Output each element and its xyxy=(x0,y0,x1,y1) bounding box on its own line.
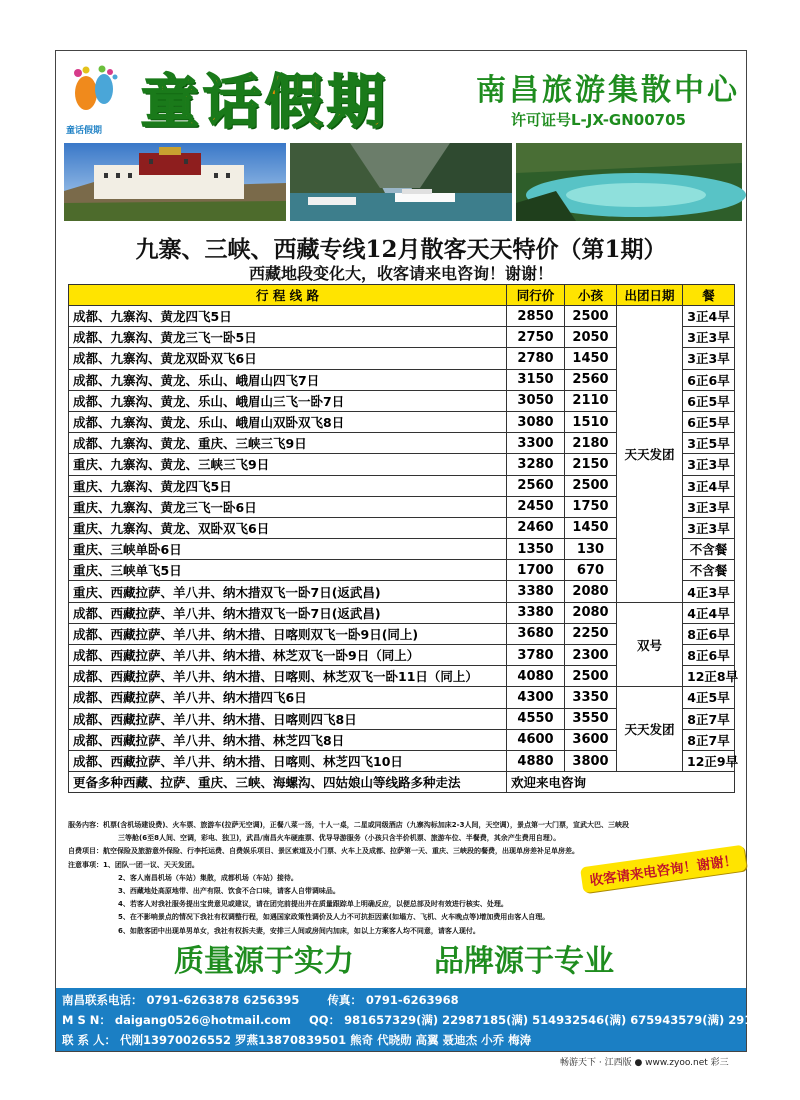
price-cell: 3050 xyxy=(507,390,565,411)
brand-title: 童话假期 xyxy=(141,68,390,136)
tourism-center-name: 南昌旅游集散中心 xyxy=(476,73,740,108)
column-header-child: 小孩 xyxy=(565,285,617,306)
meal-cell: 4正5早 xyxy=(683,687,735,708)
slogan-quality: 质量源于实力 xyxy=(174,944,354,979)
price-cell: 2460 xyxy=(507,517,565,538)
notice-item: 2、客人南昌机场（车站）集散，成都机场（车站）接待。 xyxy=(118,873,298,882)
meal-cell: 3正3早 xyxy=(683,496,735,517)
route-cell: 成都、西藏拉萨、羊八井、纳木措双飞一卧7日(返武昌) xyxy=(69,602,507,623)
price-cell: 3780 xyxy=(507,645,565,666)
flyer-page xyxy=(55,50,800,1052)
service-label: 服务内容： xyxy=(68,821,103,829)
child-price-cell: 1510 xyxy=(565,411,617,432)
price-cell: 2750 xyxy=(507,327,565,348)
price-cell: 4880 xyxy=(507,750,565,771)
column-header-route: 行 程 线 路 xyxy=(69,285,507,306)
route-cell: 成都、西藏拉萨、羊八井、纳木措、日喀则、林芝双飞一卧11日（同上） xyxy=(69,666,507,687)
meal-cell: 不含餐 xyxy=(683,539,735,560)
notice-label: 注意事项： xyxy=(68,860,103,869)
meal-cell: 3正3早 xyxy=(683,327,735,348)
child-price-cell: 2180 xyxy=(565,433,617,454)
price-cell: 4300 xyxy=(507,687,565,708)
child-price-cell: 2250 xyxy=(565,623,617,644)
meal-cell: 4正4早 xyxy=(683,602,735,623)
price-cell: 1350 xyxy=(507,539,565,560)
price-cell: 3380 xyxy=(507,602,565,623)
price-cell: 3150 xyxy=(507,369,565,390)
meal-cell: 8正6早 xyxy=(683,623,735,644)
route-cell: 成都、西藏拉萨、羊八井、纳木措、日喀则、林芝四飞10日 xyxy=(69,750,507,771)
meal-cell: 8正7早 xyxy=(683,708,735,729)
child-price-cell: 3800 xyxy=(565,750,617,771)
child-price-cell: 2080 xyxy=(565,602,617,623)
price-cell: 2850 xyxy=(507,306,565,327)
price-cell: 1700 xyxy=(507,560,565,581)
notice-item: 3、西藏地处高原地带、出产有限、饮食不合口味，请客人自带调味品。 xyxy=(118,887,340,896)
company-logo xyxy=(64,59,126,139)
child-price-cell: 2080 xyxy=(565,581,617,602)
meal-cell: 3正4早 xyxy=(683,306,735,327)
price-cell: 3080 xyxy=(507,411,565,432)
service-text-2: 三等舱(6至8人间、空调，彩电、独卫)，武昌/南昌火车硬座票、优导导游服务（小孩只含半价机票、旅游车位、半餐费，其余产生费用自理）。 xyxy=(118,834,561,843)
child-price-cell: 2050 xyxy=(565,327,617,348)
price-cell: 2780 xyxy=(507,348,565,369)
child-price-cell: 1450 xyxy=(565,517,617,538)
child-price-cell: 2110 xyxy=(565,390,617,411)
msn-label: M S N： xyxy=(62,1013,111,1027)
child-price-cell: 2500 xyxy=(565,306,617,327)
phone-numbers[interactable]: 0791-6263878 6256395 xyxy=(146,993,300,1007)
inquiry-stamp: 收客请来电咨询！谢谢！ xyxy=(580,845,747,894)
service-text-1: 机票(含机场建设费)、火车票、旅游车(拉萨无空调)，正餐八菜一汤，十人一桌，二星或同级酒店（九寨沟标加床2-3人间，天空调），景点第一大门票，宣武大巴、三峡段 xyxy=(103,821,629,829)
route-cell: 成都、九寨沟、黄龙、乐山、峨眉山双卧双飞8日 xyxy=(69,411,507,432)
self-pay-text: 航空保险及旅游意外保险、行李托运费、自费娱乐项目、景区索道及小门票、火车上及成都、拉萨第一天、重庆、三峡段的餐费，出现单房差补足单房差。 xyxy=(103,847,579,856)
route-cell: 成都、九寨沟、黄龙三飞一卧5日 xyxy=(69,327,507,348)
jiuzhai-lake-photo xyxy=(516,143,742,221)
route-cell: 重庆、九寨沟、黄龙、双卧双飞6日 xyxy=(69,517,507,538)
table-row xyxy=(69,306,735,327)
column-header-meal: 餐 xyxy=(683,285,735,306)
contact-people: 代刚13970026552 罗燕13870839501 熊奇 代晓勋 高翼 聂迪杰 小乔 梅涛 xyxy=(120,1033,532,1047)
notice-item: 4、若客人对我社服务提出宝贵意见或建议，请在团完前提出并在质量跟踪单上明确反应，以便总部及时有效进行核实、处理。 xyxy=(118,900,508,909)
contact-label: 联 系 人： xyxy=(62,1033,117,1047)
column-header-departure: 出团日期 xyxy=(617,285,683,306)
child-price-cell: 2560 xyxy=(565,369,617,390)
meal-cell: 3正4早 xyxy=(683,475,735,496)
child-price-cell: 130 xyxy=(565,539,617,560)
publisher-credit: 畅游天下 · 江西版 ● www.zyoo.net 彩三 xyxy=(560,1058,729,1068)
departure-cell: 双号 xyxy=(617,602,683,687)
table-row xyxy=(69,602,735,623)
child-price-cell: 2500 xyxy=(565,475,617,496)
meal-cell: 3正3早 xyxy=(683,348,735,369)
child-price-cell: 3550 xyxy=(565,708,617,729)
main-title: 九寨、三峡、西藏专线12月散客天天特价（第1期） xyxy=(135,236,667,263)
qq-label: QQ： xyxy=(309,1013,341,1027)
msn-address[interactable]: daigang0526@hotmail.com xyxy=(114,1013,292,1027)
more-routes-cell: 更备多种西藏、拉萨、重庆、三峡、海螺沟、四姑娘山等线路多种走法 xyxy=(69,772,507,793)
price-cell: 4550 xyxy=(507,708,565,729)
table-row-more-routes xyxy=(69,772,735,793)
route-cell: 重庆、三峡单卧6日 xyxy=(69,539,507,560)
phone-label: 南昌联系电话： xyxy=(62,993,143,1007)
route-cell: 成都、九寨沟、黄龙四飞5日 xyxy=(69,306,507,327)
self-pay-label: 自费项目： xyxy=(68,847,103,856)
contact-footer xyxy=(56,988,800,1051)
three-gorges-cruise-photo xyxy=(290,143,512,221)
route-cell: 成都、九寨沟、黄龙、乐山、峨眉山四飞7日 xyxy=(69,369,507,390)
route-cell: 成都、九寨沟、黄龙、重庆、三峡三飞9日 xyxy=(69,433,507,454)
route-cell: 成都、九寨沟、黄龙、乐山、峨眉山三飞一卧7日 xyxy=(69,390,507,411)
fax-number: 0791-6263968 xyxy=(365,993,459,1007)
meal-cell: 不含餐 xyxy=(683,560,735,581)
photo-strip xyxy=(64,143,742,221)
child-price-cell: 3350 xyxy=(565,687,617,708)
route-cell: 成都、西藏拉萨、羊八井、纳木措、林芝四飞8日 xyxy=(69,729,507,750)
child-price-cell: 670 xyxy=(565,560,617,581)
meal-cell: 8正7早 xyxy=(683,729,735,750)
child-price-cell: 2300 xyxy=(565,645,617,666)
route-cell: 重庆、九寨沟、黄龙四飞5日 xyxy=(69,475,507,496)
meal-cell: 3正3早 xyxy=(683,454,735,475)
child-price-cell: 3600 xyxy=(565,729,617,750)
qq-numbers: 981657329(满) 22987185(满) 514932546(满) 675943579(满) 291935719 xyxy=(344,1013,800,1027)
route-cell: 重庆、三峡单飞5日 xyxy=(69,560,507,581)
notice-item: 5、在不影响景点的情况下我社有权调整行程，如遇国家政策性调价及人力不可抗拒因素(如塌方、飞机、火车晚点等)增加费用由客人自理。 xyxy=(118,913,550,922)
license-number: 许可证号L-JX-GN00705 xyxy=(511,111,686,129)
meal-cell: 3正3早 xyxy=(683,517,735,538)
child-price-cell: 2500 xyxy=(565,666,617,687)
route-cell: 重庆、西藏拉萨、羊八井、纳木措双飞一卧7日(返武昌) xyxy=(69,581,507,602)
departure-cell: 天天发团 xyxy=(617,306,683,603)
departure-cell: 天天发团 xyxy=(617,687,683,772)
price-cell: 2450 xyxy=(507,496,565,517)
slogan-brand: 品牌源于专业 xyxy=(434,944,614,979)
route-cell: 成都、西藏拉萨、羊八井、纳木措四飞6日 xyxy=(69,687,507,708)
price-cell: 4600 xyxy=(507,729,565,750)
meal-cell: 12正8早 xyxy=(683,666,735,687)
notice-item: 1、团队一团一议、天天发团。 xyxy=(103,860,199,869)
inquiry-cell: 欢迎来电咨询 xyxy=(507,772,735,793)
sub-title: 西藏地段变化大，收客请来电咨询！谢谢！ xyxy=(248,264,553,283)
price-cell: 3300 xyxy=(507,433,565,454)
notice-item: 6、如散客团中出现单男单女，我社有权拆夫妻，安排三人间或房间内加床，如以上方案客人均不同意，请客人现付。 xyxy=(118,926,480,935)
column-header-price: 同行价 xyxy=(507,285,565,306)
child-price-cell: 1750 xyxy=(565,496,617,517)
price-cell: 3680 xyxy=(507,623,565,644)
price-cell: 2560 xyxy=(507,475,565,496)
table-row xyxy=(69,687,735,708)
fax-label: 传真： xyxy=(327,993,362,1007)
price-cell: 3380 xyxy=(507,581,565,602)
meal-cell: 6正5早 xyxy=(683,411,735,432)
meal-cell: 6正5早 xyxy=(683,390,735,411)
route-price-table xyxy=(68,284,739,793)
meal-cell: 12正9早 xyxy=(683,750,735,771)
meal-cell: 6正6早 xyxy=(683,369,735,390)
price-cell: 3280 xyxy=(507,454,565,475)
meal-cell: 3正5早 xyxy=(683,433,735,454)
meal-cell: 4正3早 xyxy=(683,581,735,602)
child-price-cell: 2150 xyxy=(565,454,617,475)
price-cell: 4080 xyxy=(507,666,565,687)
route-cell: 成都、西藏拉萨、羊八井、纳木措、林芝双飞一卧9日（同上） xyxy=(69,645,507,666)
potala-palace-photo xyxy=(64,143,286,221)
child-price-cell: 1450 xyxy=(565,348,617,369)
route-cell: 成都、西藏拉萨、羊八井、纳木措、日喀则四飞8日 xyxy=(69,708,507,729)
route-cell: 成都、西藏拉萨、羊八井、纳木措、日喀则双飞一卧9日(同上) xyxy=(69,623,507,644)
meal-cell: 8正6早 xyxy=(683,645,735,666)
logo-caption: 童话假期 xyxy=(66,126,103,136)
table-header-row xyxy=(69,285,735,306)
route-cell: 重庆、九寨沟、黄龙、三峡三飞9日 xyxy=(69,454,507,475)
route-cell: 重庆、九寨沟、黄龙三飞一卧6日 xyxy=(69,496,507,517)
route-cell: 成都、九寨沟、黄龙双卧双飞6日 xyxy=(69,348,507,369)
